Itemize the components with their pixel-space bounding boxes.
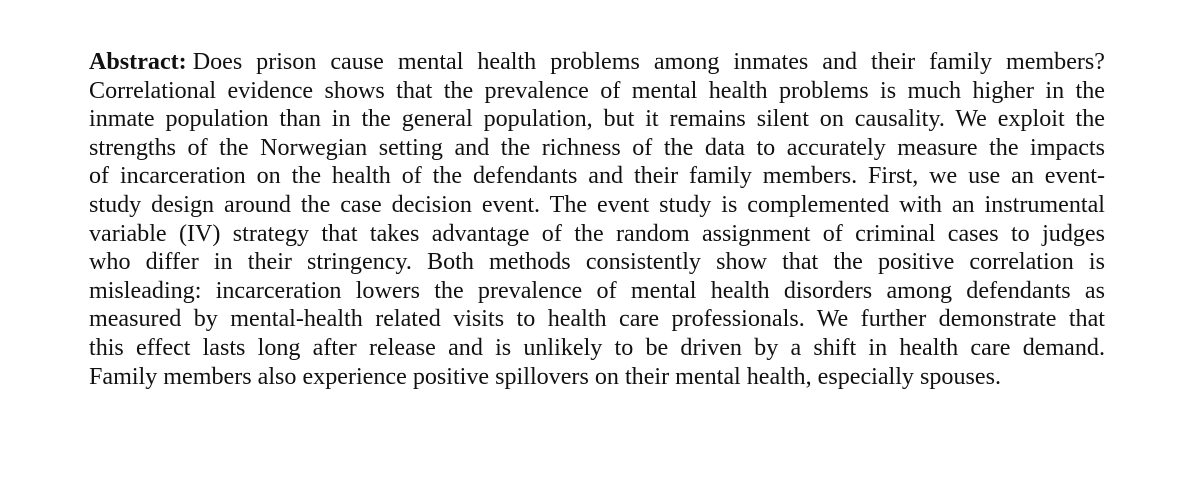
abstract-section: [89, 48, 1105, 448]
abstract-line-1: [89, 48, 1105, 77]
abstract-line-12: Family members also experience positive spillovers on their mental health, especially spouses.: [89, 363, 1001, 390]
abstract-line-7: variable (IV) strategy that takes advantage of the random assignment of criminal cases to judges: [89, 220, 1105, 247]
abstract-line-8: who differ in their stringency. Both methods consistently show that the positive correlation is: [89, 249, 1105, 276]
abstract-label: Abstract:: [89, 49, 187, 75]
abstract-line-9: misleading: incarceration lowers the prevalence of mental health disorders among defendants as: [89, 277, 1105, 304]
abstract-line-10: measured by mental-health related visits to health care professionals. We further demonstrate that: [89, 306, 1105, 333]
abstract-line-11: this effect lasts long after release and is unlikely to be driven by a shift in health care demand.: [89, 334, 1105, 361]
abstract-line-1-text: Does prison cause mental health problems among inmates and their family members?: [192, 49, 1105, 75]
abstract-paragraph: [89, 48, 1105, 391]
abstract-line-4: strengths of the Norwegian setting and the richness of the data to accurately measure the impacts: [89, 134, 1105, 161]
abstract-line-2: Correlational evidence shows that the prevalence of mental health problems is much higher in the: [89, 77, 1105, 104]
abstract-line-3: inmate population than in the general population, but it remains silent on causality. We exploit the: [89, 106, 1105, 133]
abstract-line-5: of incarceration on the health of the defendants and their family members. First, we use an event-: [89, 163, 1105, 190]
abstract-line-6: study design around the case decision event. The event study is complemented with an instrumental: [89, 191, 1105, 218]
